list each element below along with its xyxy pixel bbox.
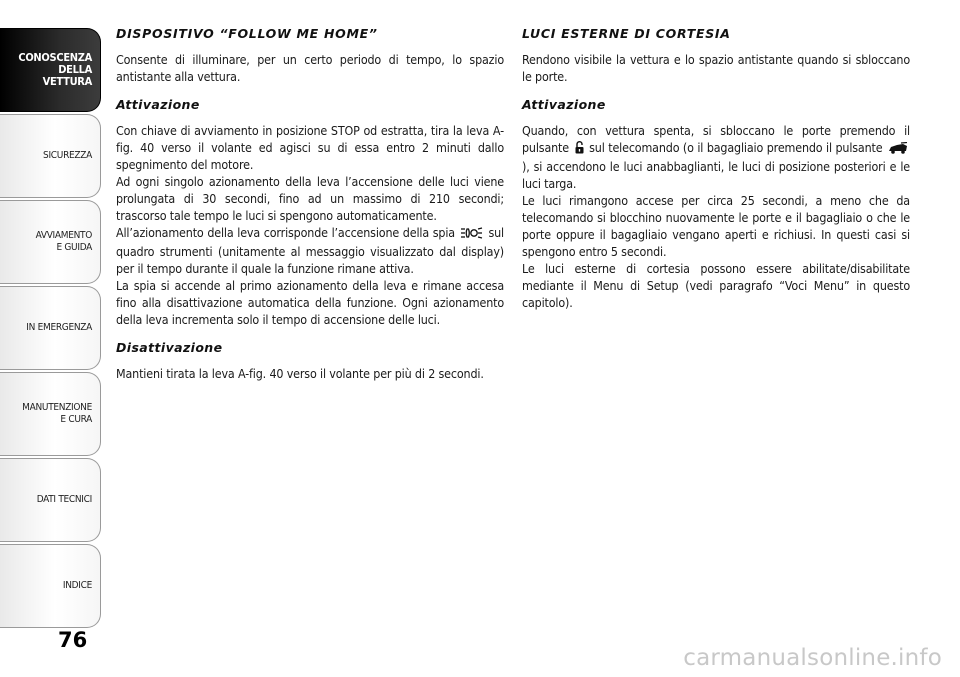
courtesy-lights-section bbox=[522, 26, 910, 311]
section-title: DISPOSITIVO “FOLLOW ME HOME” bbox=[116, 26, 378, 41]
activation-paragraph-3-end: sul quadro strumenti (unitamente al messaggio visualizzato dal display) per il tempo durante il quale la funzione rimane attiva. bbox=[116, 225, 505, 276]
tab-conoscenza-della-vettura[interactable]: CONOSCENZA DELLA VETTURA bbox=[0, 28, 101, 112]
deactivation-heading: Disattivazione bbox=[116, 340, 223, 355]
section-title: LUCI ESTERNE DI CORTESIA bbox=[522, 26, 731, 41]
intro-paragraph: Consente di illuminare, per un certo periodo di tempo, lo spazio antistante alla vettura. bbox=[116, 52, 504, 84]
activation-paragraph-1-start: Quando, con vettura spenta, si sbloccano le porte premendo il pulsante bbox=[522, 123, 910, 155]
activation-paragraph-1 bbox=[522, 122, 910, 192]
activation-paragraph-3: Le luci esterne di cortesia possono essere abilitate/disabilitate mediante il Menu di Setup (vedi paragrafo “Voci Menu” in questo capitolo). bbox=[522, 261, 910, 310]
activation-paragraph-2: Ad ogni singolo azionamento della leva l’accensione delle luci viene prolungata di 30 secondi, fino ad un massimo di 210 secondi; trascorso tale tempo le luci si spengono automaticamente. bbox=[116, 174, 504, 223]
activation-heading: Attivazione bbox=[116, 97, 200, 112]
car-trunk-icon bbox=[888, 141, 908, 158]
activation-paragraph-1-middle: sul telecomando (o il bagagliaio premendo il pulsante bbox=[589, 140, 883, 155]
deactivation-paragraph: Mantieni tirata la leva A-fig. 40 verso il volante per più di 2 secondi. bbox=[116, 366, 484, 381]
intro-paragraph: Rendono visibile la vettura e lo spazio antistante quando si sbloccano le porte. bbox=[522, 52, 910, 84]
activation-paragraph-4: La spia si accende al primo azionamento della leva e rimane accesa fino alla disattivazione automatica della funzione. Ogni azionamento della leva incrementa solo il tempo di accensione delle luci. bbox=[116, 278, 504, 327]
unlock-padlock-icon bbox=[575, 141, 584, 158]
activation-paragraph-2: Le luci rimangono accese per circa 25 secondi, a meno che da telecomando si blocchino nuovamente le porte e il bagagliaio o che le porte oppure il bagagliaio vengano aperti e richiusi. In questi casi si spengono entro 5 secondi. bbox=[522, 193, 910, 259]
activation-paragraph-3 bbox=[116, 224, 504, 277]
activation-paragraph-3-start: All’azionamento della leva corrisponde l’accensione della spia bbox=[116, 225, 455, 240]
activation-paragraph-1: Con chiave di avviamento in posizione STOP od estratta, tira la leva A-fig. 40 verso il volante ed agisci su di essa entro 2 minuti dallo spegnimento del motore. bbox=[116, 123, 504, 172]
tab-manutenzione-e-cura[interactable]: MANUTENZIONE E CURA bbox=[0, 372, 101, 456]
activation-paragraph-1-end: ), si accendono le luci anabbaglianti, le luci di posizione posteriori e le luci targa. bbox=[522, 159, 910, 191]
page-number: 76 bbox=[58, 628, 88, 652]
watermark: carmanualsonline.info bbox=[683, 645, 942, 671]
tab-indice[interactable]: INDICE bbox=[0, 544, 101, 628]
tab-sicurezza[interactable]: SICUREZZA bbox=[0, 114, 101, 198]
tab-avviamento-e-guida[interactable]: AVVIAMENTO E GUIDA bbox=[0, 200, 101, 284]
follow-me-home-warning-light-icon bbox=[461, 226, 483, 243]
tab-in-emergenza[interactable]: IN EMERGENZA bbox=[0, 286, 101, 370]
follow-me-home-section bbox=[116, 26, 504, 382]
tab-dati-tecnici[interactable]: DATI TECNICI bbox=[0, 458, 101, 542]
activation-heading: Attivazione bbox=[522, 97, 606, 112]
